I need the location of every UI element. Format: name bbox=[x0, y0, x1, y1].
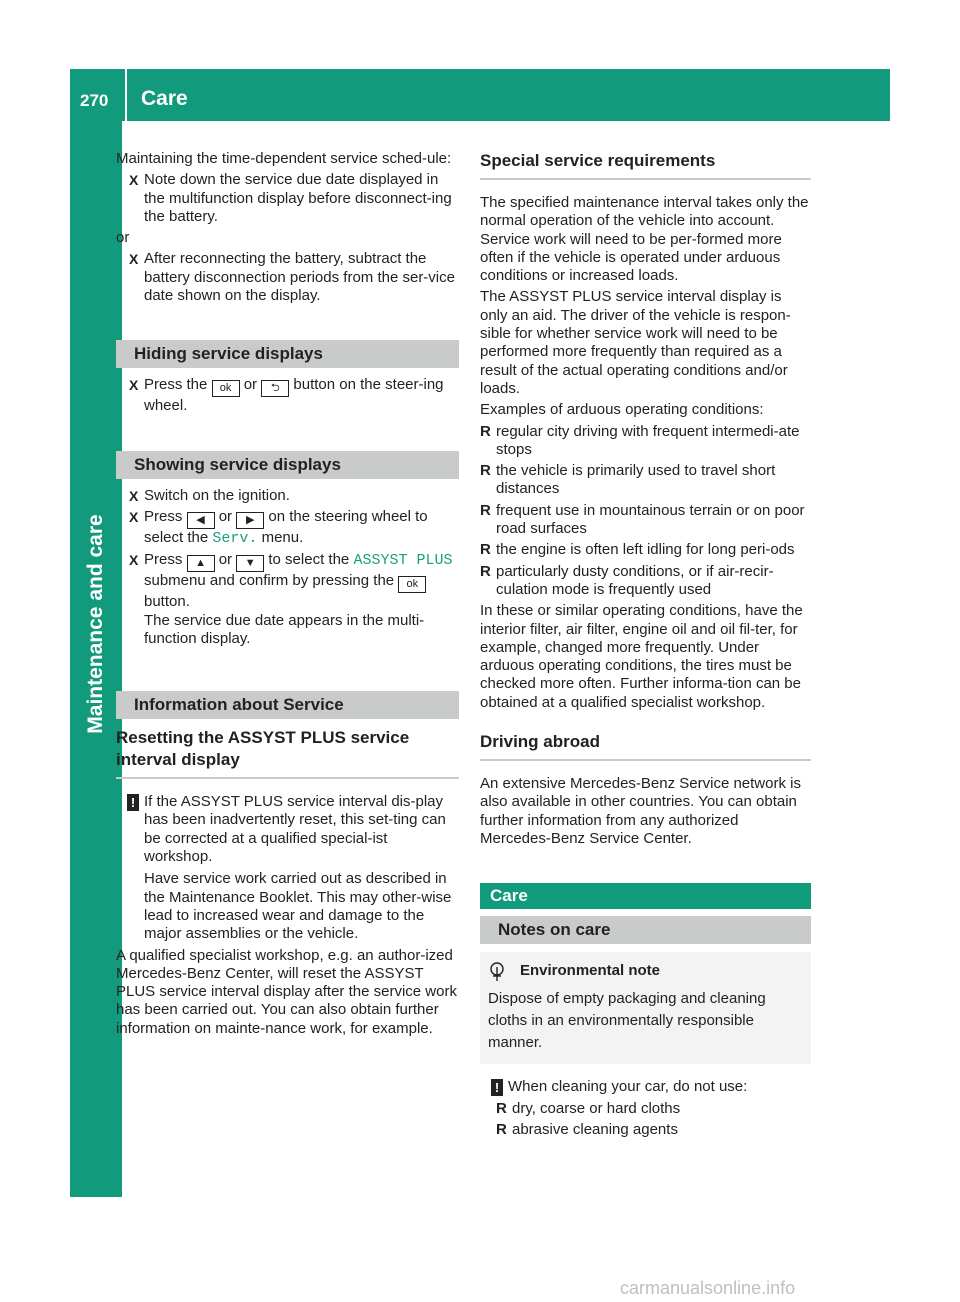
intro-text: Maintaining the time-dependent service sched-ule: bbox=[116, 150, 452, 167]
body-text: The ASSYST PLUS service interval display is only an aid. The driver of the vehicle is respon-sible for whether service work will need to be performed more frequently than required as a result of the actual operating conditions and/or loads. bbox=[480, 288, 791, 397]
instruction-step: X Press the ok or ⮌ button on the steer-ing wheel. bbox=[129, 376, 444, 415]
environmental-note-box bbox=[480, 952, 811, 1064]
ok-button-icon: ok bbox=[212, 380, 240, 397]
special-service-heading: Special service requirements bbox=[480, 150, 811, 180]
warning-icon: ! bbox=[491, 1079, 503, 1096]
step-arrow-icon: X bbox=[129, 172, 139, 189]
left-column bbox=[116, 150, 459, 1041]
step-arrow-icon: X bbox=[129, 377, 139, 394]
step-arrow-icon: X bbox=[129, 487, 139, 504]
showing-displays-heading: Showing service displays bbox=[116, 451, 459, 479]
left-arrow-button-icon: ◀ bbox=[187, 512, 215, 529]
warning-note: ! When cleaning your car, do not use: bbox=[480, 1078, 811, 1096]
assyst-plus-label: ASSYST PLUS bbox=[353, 552, 453, 570]
header-divider bbox=[125, 69, 127, 121]
page-number: 270 bbox=[80, 91, 109, 110]
resetting-assyst-heading: Resetting the ASSYST PLUS service interval display bbox=[116, 727, 459, 779]
ok-button-icon: ok bbox=[398, 576, 426, 593]
body-text: In these or similar operating conditions, have the interior filter, air filter, engine oil and oil fil-ter, for example, changed more frequently. Under arduous operating conditions, the tires must be checked more often. Further informa-tion can be obtained at a qualified specialist workshop. bbox=[480, 602, 803, 711]
instruction-step: X Press ◀ or ▶ on the steering wheel to select the Serv. menu. bbox=[129, 507, 428, 547]
list-item: R the engine is often left idling for long peri-ods bbox=[480, 541, 795, 559]
list-item: R regular city driving with frequent intermedi-ate stops bbox=[480, 422, 800, 458]
instruction-step: X Switch on the ignition. bbox=[129, 486, 290, 504]
step-arrow-icon: X bbox=[129, 251, 139, 268]
list-item: R the vehicle is primarily used to travel short distances bbox=[480, 462, 776, 498]
body-text: The specified maintenance interval takes only the normal operation of the vehicle into account. Service work will need to be per-formed more often if the vehicle is operated under arduous conditions or increased loads. bbox=[480, 194, 809, 285]
down-arrow-button-icon: ▼ bbox=[236, 555, 264, 572]
hiding-displays-heading: Hiding service displays bbox=[116, 340, 459, 368]
page-header-bar bbox=[70, 69, 890, 121]
environmental-note-title: Environmental note bbox=[488, 958, 803, 984]
info-about-service-heading: Information about Service bbox=[116, 691, 459, 719]
instruction-step: X Press ▲ or ▼ to select the ASSYST PLUS submenu and confirm by pressing the ok button. The service due date appears in the multi-function display. bbox=[129, 551, 453, 647]
warning-note: ! If the ASSYST PLUS service interval dis-play has been inadvertently reset, this set-ting can be corrected at a qualified special-ist workshop. Have service work carried out as described in the Maintenance Booklet. This may other-wise lead to increased wear and damage to the major assemblies or the vehicle. bbox=[116, 793, 459, 943]
driving-abroad-heading: Driving abroad bbox=[480, 731, 811, 761]
back-button-icon: ⮌ bbox=[261, 380, 289, 397]
or-text: or bbox=[116, 229, 130, 247]
right-column bbox=[480, 150, 811, 1142]
list-item: R particularly dusty conditions, or if air-recir-culation mode is frequently used bbox=[480, 562, 774, 598]
watermark-text: carmanualsonline.info bbox=[620, 1278, 796, 1298]
body-text: Examples of arduous operating conditions: bbox=[480, 401, 764, 419]
body-text: A qualified specialist workshop, e.g. an author-ized Mercedes-Benz Center, will reset the ASSYST PLUS service interval display after the service work has been carried out. You can also obtain further information on mainte-nance work, for example. bbox=[116, 946, 457, 1037]
environmental-note-body: Dispose of empty packaging and cleaning cloths in an environmentally responsible manner. bbox=[488, 990, 766, 1052]
list-item: R abrasive cleaning agents bbox=[496, 1120, 678, 1138]
step-result: The service due date appears in the multi-function display. bbox=[144, 611, 425, 647]
right-arrow-button-icon: ▶ bbox=[236, 512, 264, 529]
lightbulb-icon bbox=[489, 962, 505, 982]
side-chapter-label: Maintenance and care bbox=[84, 514, 107, 734]
serv-menu-label: Serv. bbox=[212, 529, 258, 547]
care-heading: Care bbox=[480, 883, 811, 909]
list-item: R dry, coarse or hard cloths bbox=[496, 1099, 681, 1117]
up-arrow-button-icon: ▲ bbox=[187, 555, 215, 572]
step-arrow-icon: X bbox=[129, 552, 139, 569]
body-text: An extensive Mercedes-Benz Service network is also available in other countries. You can obtain further information from any authorized Mercedes-Benz Service Center. bbox=[480, 775, 801, 847]
instruction-step: X Note down the service due date displayed in the multifunction display before disconnect-ing the battery. bbox=[129, 171, 452, 225]
warning-icon: ! bbox=[127, 794, 139, 811]
list-item: R frequent use in mountainous terrain or on poor road surfaces bbox=[480, 501, 805, 538]
step-arrow-icon: X bbox=[129, 508, 139, 525]
notes-on-care-heading: Notes on care bbox=[480, 916, 811, 944]
instruction-step: X After reconnecting the battery, subtract the battery disconnection periods from the ser-vice date shown on the display. bbox=[129, 250, 455, 305]
section-title: Care bbox=[141, 87, 188, 110]
